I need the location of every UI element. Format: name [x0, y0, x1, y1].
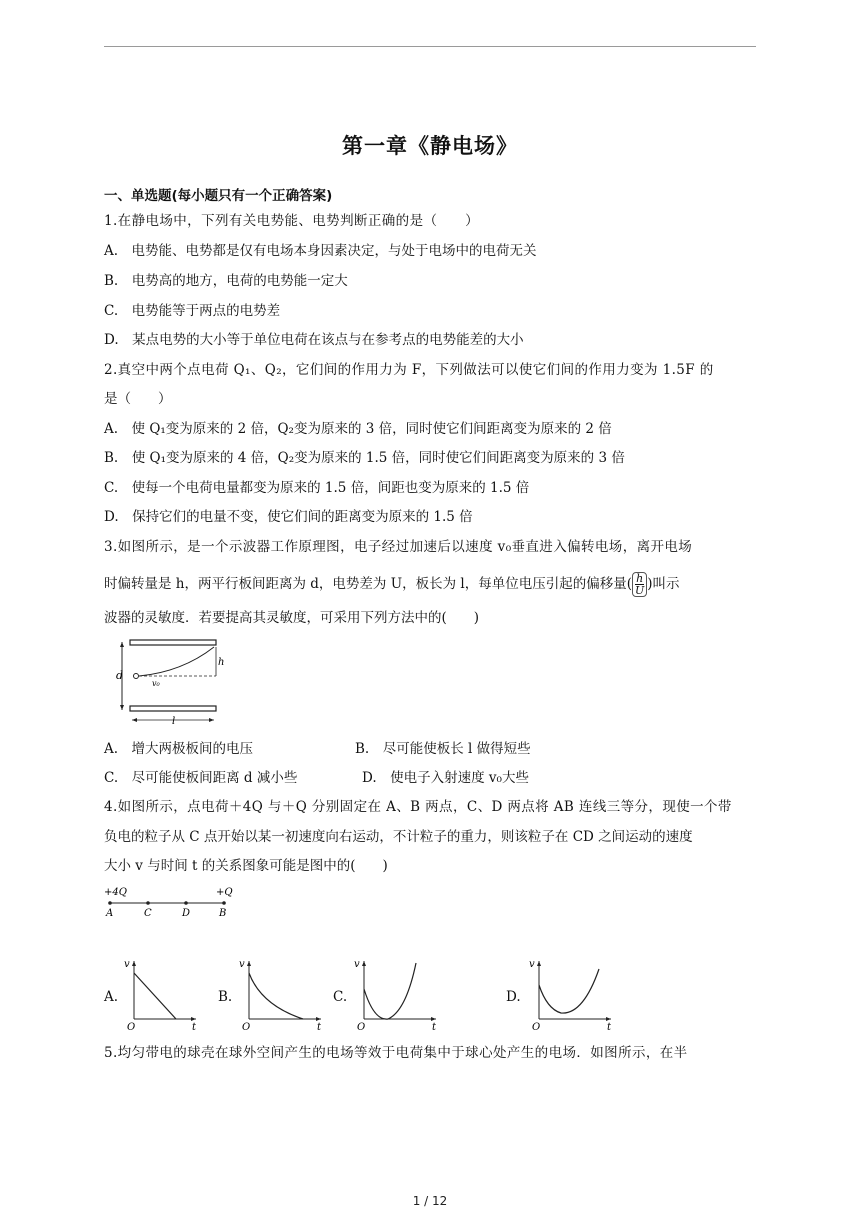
- q4-graph-option-a-label: A.: [104, 989, 119, 1005]
- svg-text:v: v: [354, 959, 360, 970]
- label-l: l: [172, 716, 176, 727]
- sensitivity-fraction: [632, 572, 647, 597]
- label-charge-b: +Q: [216, 887, 233, 898]
- q4-stem-line3: 大小 v 与时间 t 的关系图象可能是图中的( ): [104, 858, 388, 874]
- svg-text:O: O: [532, 1022, 541, 1033]
- curve-d: [539, 969, 599, 1013]
- q1-option-c: C. 电势能等于两点的电势差: [104, 303, 281, 319]
- label-a: A: [106, 908, 114, 919]
- svg-text:O: O: [242, 1022, 251, 1033]
- svg-text:v: v: [529, 959, 535, 970]
- point-b: [222, 901, 226, 905]
- section-heading: 一、单选题(每小题只有一个正确答案): [104, 188, 333, 204]
- label-v0: v₀: [152, 679, 160, 688]
- q4-graph-option-c-label: C.: [333, 989, 348, 1005]
- lower-plate: [130, 706, 216, 711]
- page-number: 1 / 12: [412, 1194, 448, 1208]
- q1-option-d: D. 某点电势的大小等于单位电荷在该点与在参考点的电势能差的大小: [104, 332, 524, 348]
- svg-text:O: O: [127, 1022, 136, 1033]
- point-a: [108, 901, 112, 905]
- q3-option-a: A. 增大两极板间的电压: [104, 741, 254, 757]
- q3-stem-line1: 3.如图所示，是一个示波器工作原理图，电子经过加速后以速度 v₀垂直进入偏转电场，离开电场: [104, 539, 693, 555]
- curve-a: [134, 973, 176, 1019]
- charge-line-figure: [102, 884, 232, 920]
- svg-text:t: t: [432, 1022, 437, 1033]
- q4-graph-option-b-label: B.: [218, 989, 233, 1005]
- svg-text:v: v: [239, 959, 245, 970]
- label-b: B: [219, 908, 227, 919]
- electron-entry: [134, 674, 139, 679]
- q2-option-b: B. 使 Q₁变为原来的 4 倍，Q₂变为原来的 1.5 倍，同时使它们间距离变为原来的 3 倍: [104, 450, 625, 466]
- q1-stem: 1.在静电场中，下列有关电势能、电势判断正确的是（ ）: [104, 213, 480, 229]
- q3-stem-line3: 波器的灵敏度．若要提高其灵敏度，可采用下列方法中的( ): [104, 610, 480, 626]
- fraction-denominator: U: [634, 584, 645, 597]
- label-d: d: [116, 669, 124, 682]
- svg-text:O: O: [357, 1022, 366, 1033]
- q1-option-a: A. 电势能、电势都是仅有电场本身因素决定，与处于电场中的电荷无关: [104, 243, 537, 259]
- upper-plate: [130, 640, 216, 645]
- point-d: [184, 901, 188, 905]
- curve-c: [364, 963, 416, 1019]
- q3-stem-line2-tail: )叫示: [647, 576, 680, 592]
- fraction-numerator: h: [636, 572, 644, 585]
- curve-b: [249, 973, 303, 1019]
- label-charge-a: +4Q: [104, 887, 127, 898]
- q2-option-c: C. 使每一个电荷电量都变为原来的 1.5 倍，间距也变为原来的 1.5 倍: [104, 480, 530, 496]
- graph-d: [525, 955, 615, 1031]
- svg-text:t: t: [607, 1022, 612, 1033]
- q1-option-b: B. 电势高的地方，电荷的电势能一定大: [104, 273, 348, 289]
- q3-option-c: C. 尽可能使板间距离 d 减小些: [104, 770, 298, 786]
- q3-stem-line2-text: 时偏转量是 h，两平行板间距离为 d，电势差为 U，板长为 l，每单位电压引起的偏移量(: [104, 576, 632, 592]
- svg-text:v: v: [124, 959, 130, 970]
- electron-path: [139, 647, 214, 676]
- graph-a: [120, 955, 200, 1031]
- header-rule: [104, 46, 756, 47]
- label-c: C: [144, 908, 152, 919]
- svg-text:t: t: [317, 1022, 322, 1033]
- graph-b: [235, 955, 325, 1031]
- point-c: [146, 901, 150, 905]
- q4-stem-line2: 负电的粒子从 C 点开始以某一初速度向右运动，不计粒子的重力，则该粒子在 CD 之间运动的速度: [104, 829, 693, 845]
- q2-option-d: D. 保持它们的电量不变，使它们间的距离变为原来的 1.5 倍: [104, 509, 473, 525]
- q2-option-a: A. 使 Q₁变为原来的 2 倍，Q₂变为原来的 3 倍，同时使它们间距离变为原来的 2 倍: [104, 421, 612, 437]
- q3-option-d: D. 使电子入射速度 v₀大些: [362, 770, 529, 786]
- page-title: 第一章《静电场》: [342, 134, 518, 158]
- q3-stem-line2: [104, 572, 680, 597]
- q4-graph-option-d-label: D.: [506, 989, 521, 1005]
- q2-stem-line2: 是（ ）: [104, 391, 172, 407]
- q3-option-b: B. 尽可能使板长 l 做得短些: [355, 741, 531, 757]
- graph-c: [350, 955, 440, 1031]
- label-h: h: [218, 657, 225, 668]
- oscilloscope-figure: [112, 634, 225, 727]
- q4-stem-line1: 4.如图所示，点电荷＋4Q 与＋Q 分别固定在 A、B 两点，C、D 两点将 AB 连线三等分，现使一个带: [104, 799, 732, 815]
- q2-stem-line1: 2.真空中两个点电荷 Q₁、Q₂，它们间的作用力为 F，下列做法可以使它们间的作用力变为 1.5F 的: [104, 362, 714, 378]
- svg-text:t: t: [192, 1022, 197, 1033]
- q5-stem-line1: 5.均匀带电的球壳在球外空间产生的电场等效于电荷集中于球心处产生的电场．如图所示，在半: [104, 1045, 688, 1061]
- label-d-point: D: [182, 908, 191, 919]
